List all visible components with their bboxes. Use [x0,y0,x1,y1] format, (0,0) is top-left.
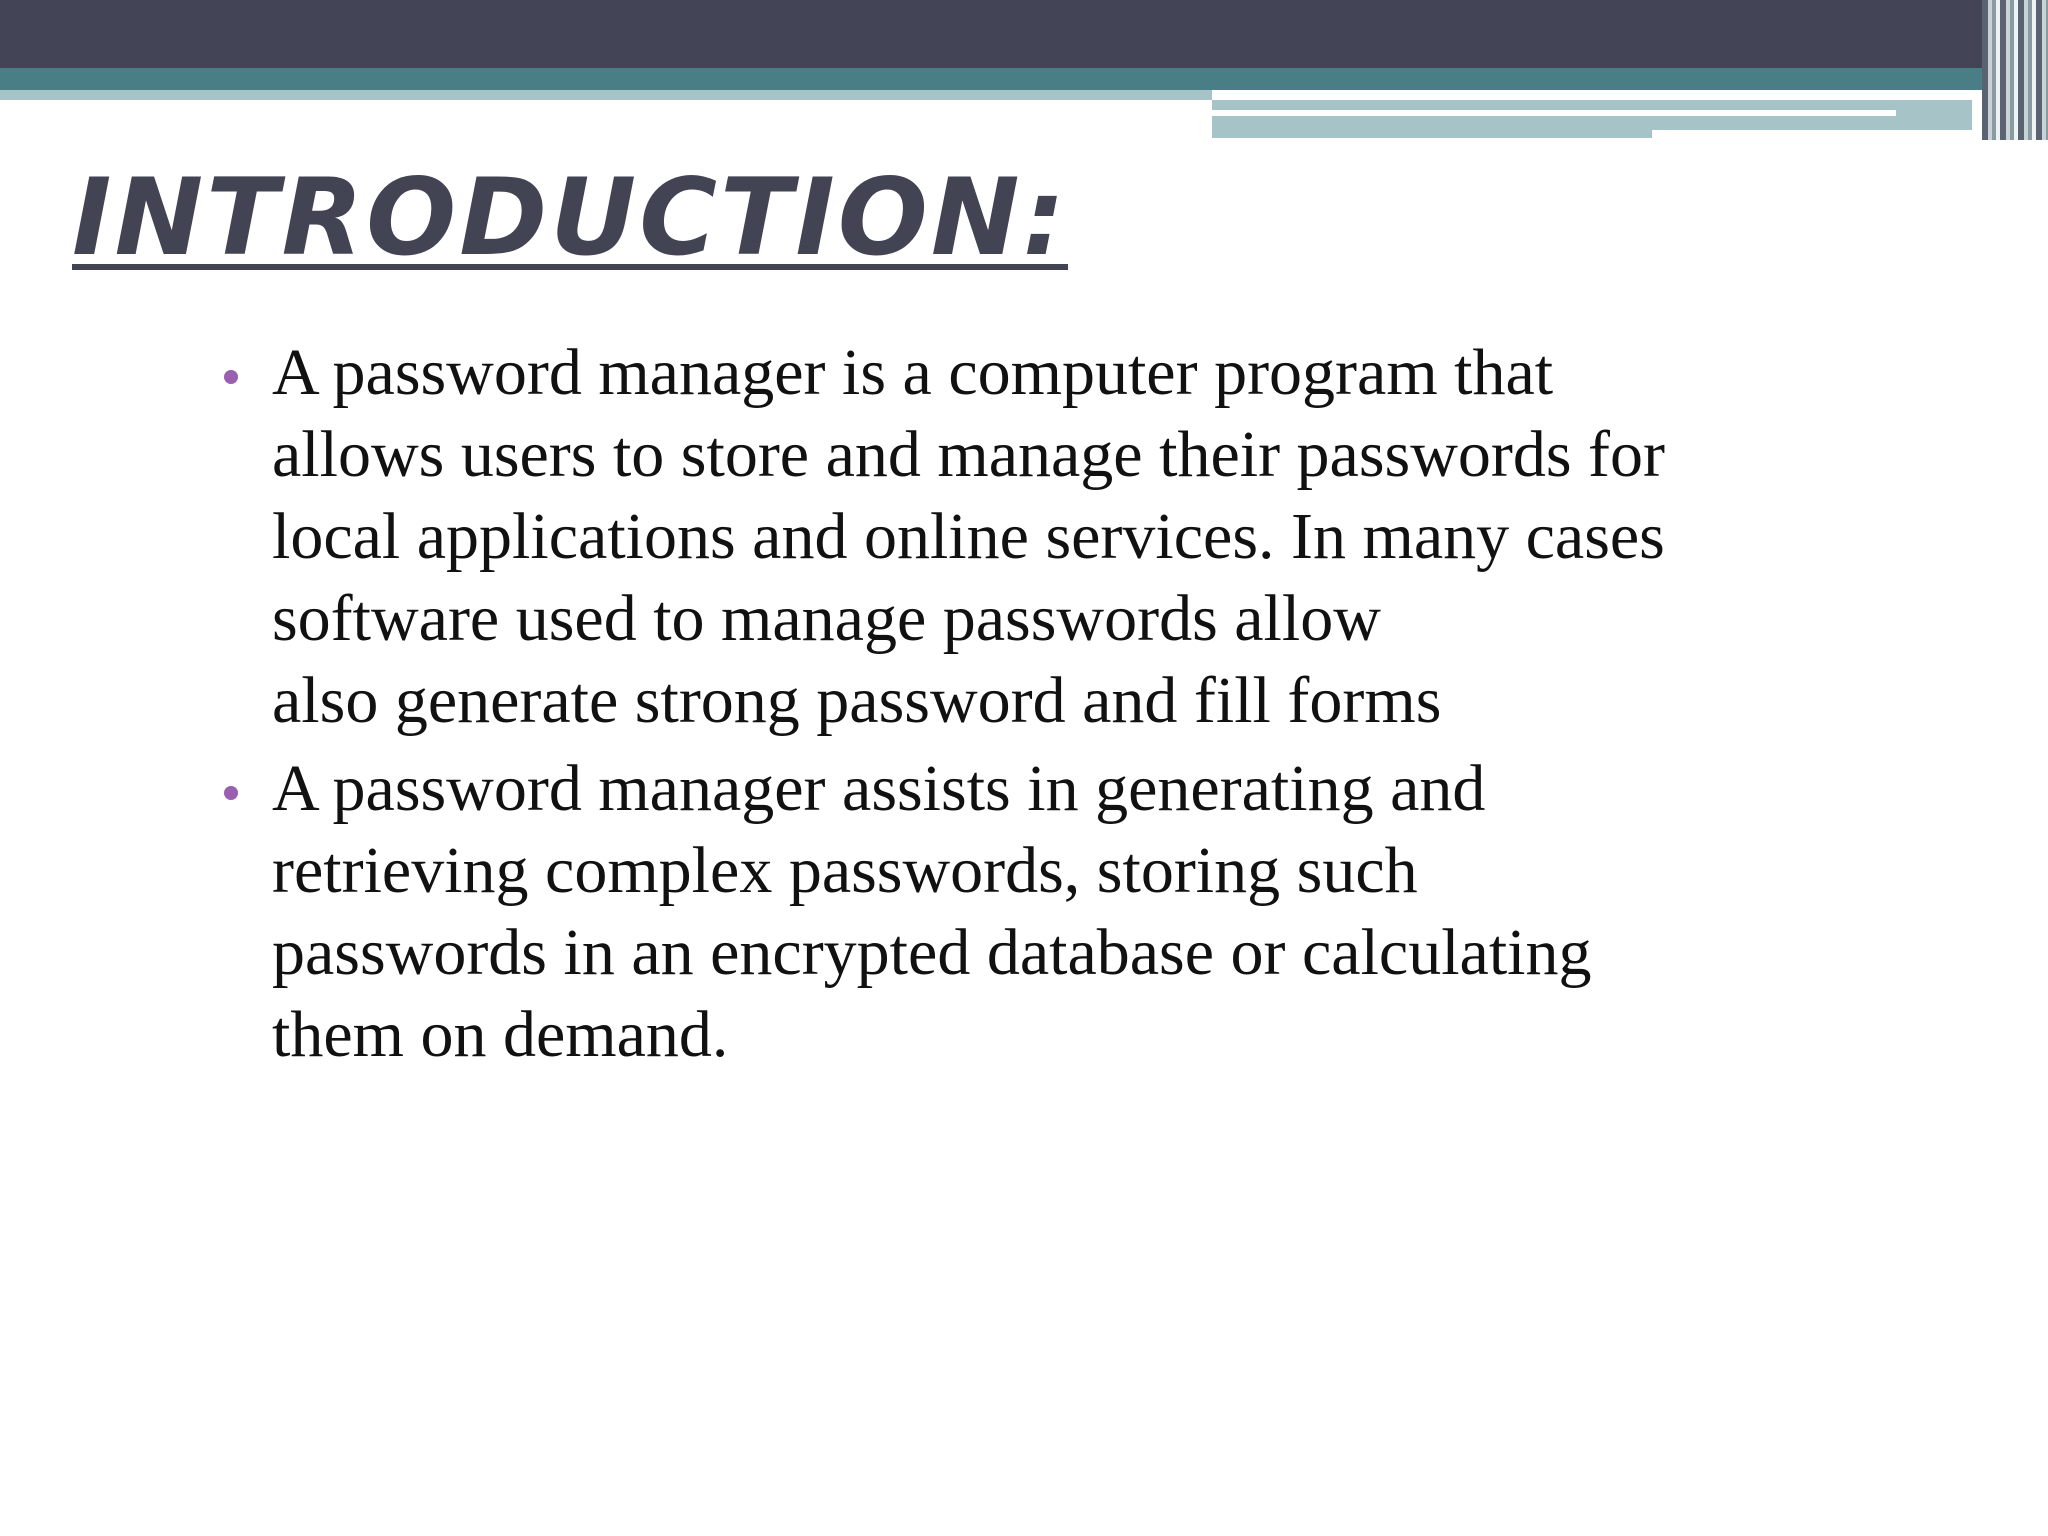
header-stripes [1982,0,2048,140]
header-pale-band-left [0,90,1212,100]
header-dark-band [0,0,2048,68]
bullet-item [214,748,1894,1076]
bullet-item [214,332,1894,742]
header-teal-band [0,68,2048,90]
slide-title: INTRODUCTION: [72,156,1069,279]
header-accent-line [1212,110,1896,116]
bullet-dot-icon [224,370,238,384]
bullet-dot-icon [224,786,238,800]
bullet-text: A password manager assists in generating and retrieving complex passwords, storing such passwords in an encrypted database or calculating them on demand. [272,752,1592,1071]
bullet-text: A password manager is a computer program that allows users to store and manage their passwords for local applications and online services. In many cases software used to manage passwords allow also generate strong password and fill forms [272,336,1665,737]
bullet-list [214,332,1894,1082]
header-accent-line-short [1652,130,1972,138]
